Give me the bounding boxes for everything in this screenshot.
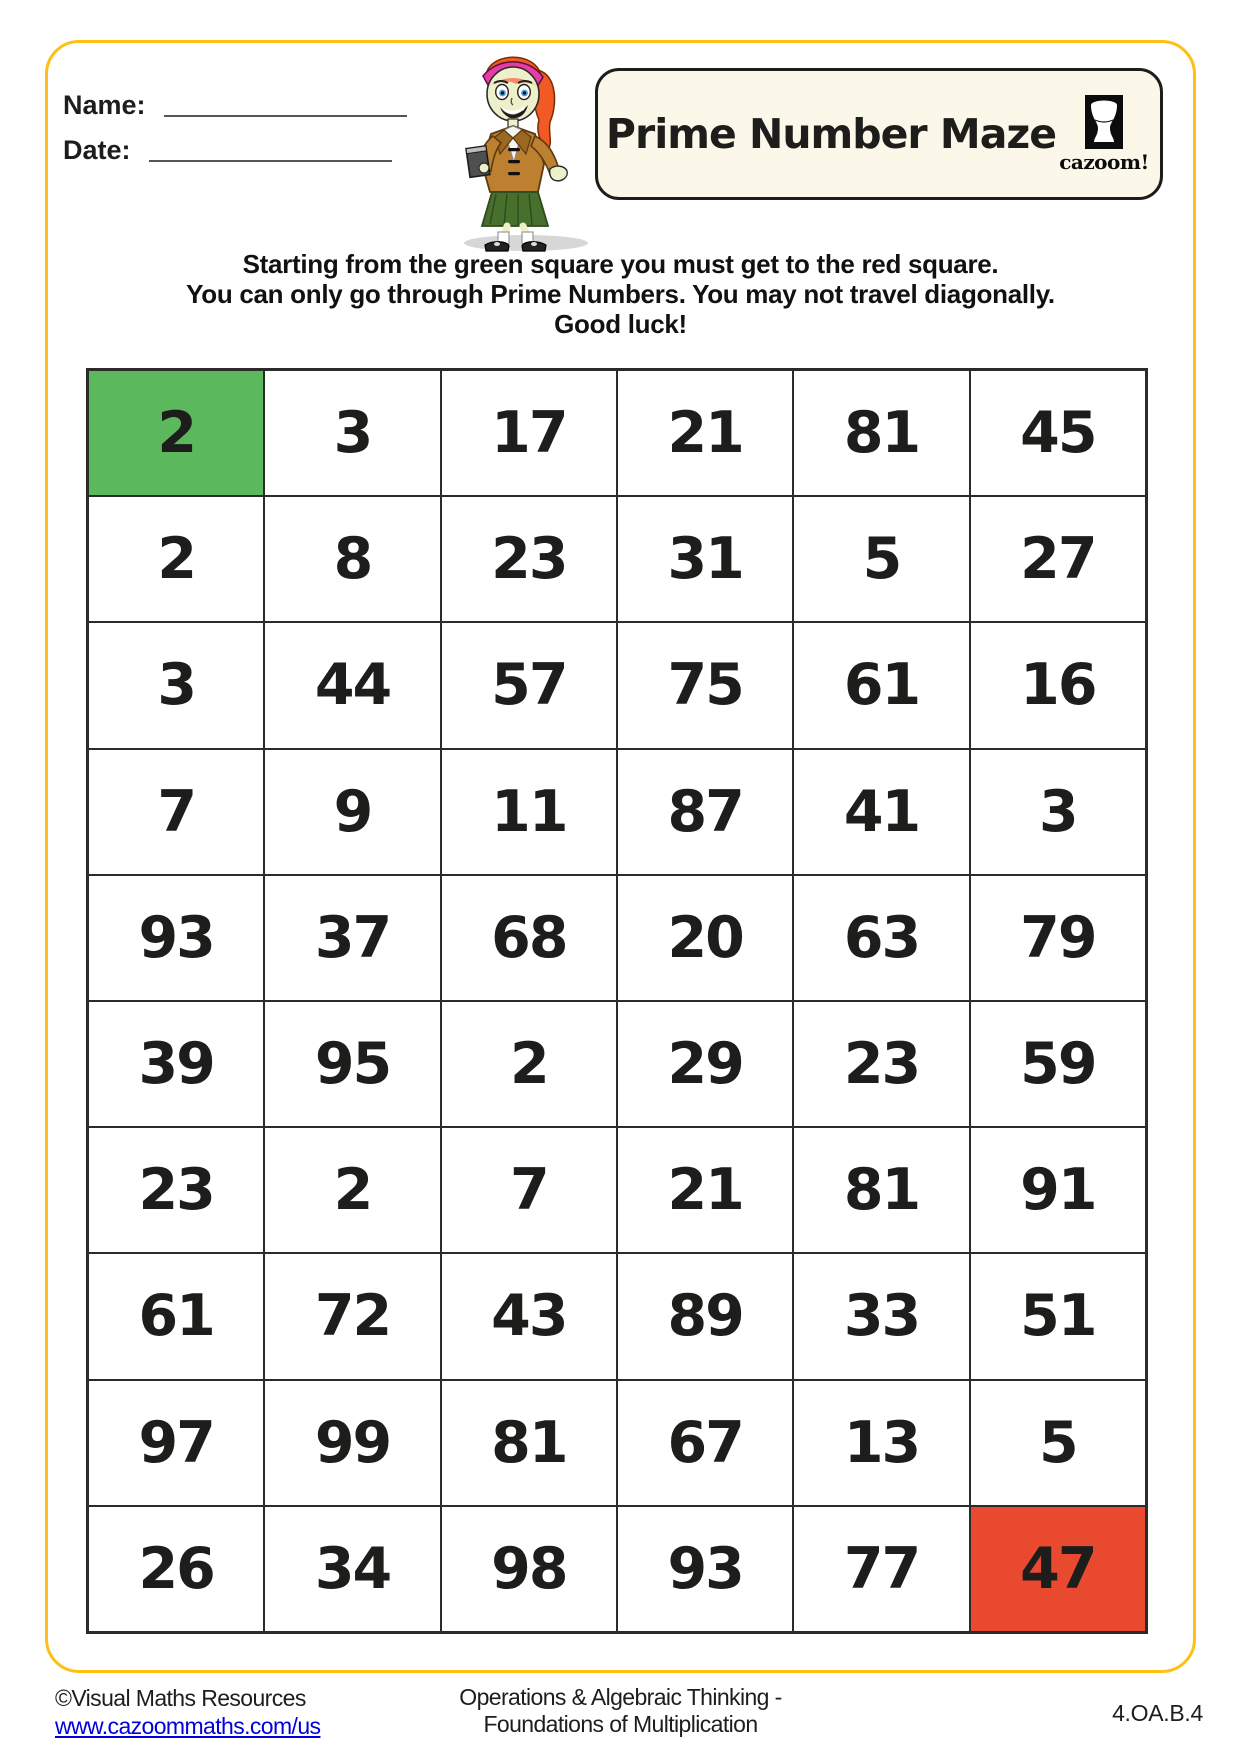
footer-topic-line-1: Operations & Algebraic Thinking -: [459, 1684, 782, 1710]
maze-cell-r3c2: 44: [264, 622, 440, 748]
instructions-line-3: Good luck!: [554, 309, 687, 339]
footer-topic-line-2: Foundations of Multiplication: [483, 1711, 758, 1737]
standard-code: 4.OA.B.4: [1112, 1700, 1203, 1726]
maze-cell-r6c1: 39: [88, 1001, 264, 1127]
maze-cell-r7c5: 81: [793, 1127, 969, 1253]
maze-cell-r10c2: 34: [264, 1506, 440, 1632]
date-line: [149, 160, 392, 162]
maze-cell-r3c4: 75: [617, 622, 793, 748]
maze-cell-r7c1: 23: [88, 1127, 264, 1253]
cazoom-logo: [1058, 95, 1150, 174]
maze-cell-r2c2: 8: [264, 496, 440, 622]
date-label: Date:: [63, 135, 131, 165]
maze-cell-r2c3: 23: [441, 496, 617, 622]
maze-cell-r8c6: 51: [970, 1253, 1146, 1379]
maze-cell-r5c6: 79: [970, 875, 1146, 1001]
schoolgirl-illustration: [450, 44, 598, 256]
maze-cell-r1c6: 45: [970, 370, 1146, 496]
maze-cell-r5c1: 93: [88, 875, 264, 1001]
maze-cell-r9c6: 5: [970, 1380, 1146, 1506]
title-box: [595, 68, 1163, 200]
maze-cell-r10c5: 77: [793, 1506, 969, 1632]
maze-cell-r4c1: 7: [88, 749, 264, 875]
maze-cell-r6c5: 23: [793, 1001, 969, 1127]
maze-grid: [86, 368, 1148, 1634]
maze-cell-r10c1: 26: [88, 1506, 264, 1632]
maze-cell-r4c2: 9: [264, 749, 440, 875]
maze-cell-r6c3: 2: [441, 1001, 617, 1127]
maze-cell-r4c5: 41: [793, 749, 969, 875]
maze-cell-r2c1: 2: [88, 496, 264, 622]
copyright-text: ©Visual Maths Resources: [55, 1685, 306, 1711]
page-title: Prime Number Maze: [605, 110, 1057, 158]
maze-cell-r1c2: 3: [264, 370, 440, 496]
maze-cell-r7c6: 91: [970, 1127, 1146, 1253]
maze-cell-r9c3: 81: [441, 1380, 617, 1506]
maze-cell-r9c4: 67: [617, 1380, 793, 1506]
maze-cell-r3c6: 16: [970, 622, 1146, 748]
cazoom-website-link[interactable]: www.cazoommaths.com/us: [55, 1713, 321, 1739]
maze-cell-r8c4: 89: [617, 1253, 793, 1379]
maze-cell-r8c2: 72: [264, 1253, 440, 1379]
maze-cell-r5c3: 68: [441, 875, 617, 1001]
maze-cell-r7c2: 2: [264, 1127, 440, 1253]
maze-cell-r6c4: 29: [617, 1001, 793, 1127]
maze-cell-r9c1: 97: [88, 1380, 264, 1506]
maze-cell-r5c4: 20: [617, 875, 793, 1001]
maze-cell-r8c5: 33: [793, 1253, 969, 1379]
maze-cell-r4c4: 87: [617, 749, 793, 875]
name-line: [164, 115, 407, 117]
maze-cell-r4c3: 11: [441, 749, 617, 875]
name-label: Name:: [63, 90, 146, 120]
maze-cell-r1c4: 21: [617, 370, 793, 496]
maze-cell-r2c6: 27: [970, 496, 1146, 622]
maze-cell-r8c1: 61: [88, 1253, 264, 1379]
maze-cell-r4c6: 3: [970, 749, 1146, 875]
maze-cell-r1c1: 2: [88, 370, 264, 496]
instructions-line-1: Starting from the green square you must get to the red square.: [242, 249, 999, 279]
maze-cell-r2c4: 31: [617, 496, 793, 622]
maze-cell-r1c3: 17: [441, 370, 617, 496]
footer-topic: [0, 1684, 1241, 1738]
maze-cell-r2c5: 5: [793, 496, 969, 622]
maze-cell-r10c4: 93: [617, 1506, 793, 1632]
maze-cell-r9c5: 13: [793, 1380, 969, 1506]
maze-cell-r6c2: 95: [264, 1001, 440, 1127]
instructions: [0, 249, 1241, 339]
maze-cell-r10c3: 98: [441, 1506, 617, 1632]
cazoom-goblet-icon: [1085, 95, 1123, 149]
maze-cell-r7c3: 7: [441, 1127, 617, 1253]
maze-cell-r10c6: 47: [970, 1506, 1146, 1632]
maze-cell-r3c3: 57: [441, 622, 617, 748]
cazoom-logo-text: cazoom!: [1059, 149, 1149, 174]
maze-cell-r8c3: 43: [441, 1253, 617, 1379]
maze-cell-r3c1: 3: [88, 622, 264, 748]
maze-cell-r3c5: 61: [793, 622, 969, 748]
instructions-line-2: You can only go through Prime Numbers. You may not travel diagonally.: [186, 279, 1055, 309]
maze-cell-r6c6: 59: [970, 1001, 1146, 1127]
maze-cell-r5c5: 63: [793, 875, 969, 1001]
maze-cell-r5c2: 37: [264, 875, 440, 1001]
maze-cell-r9c2: 99: [264, 1380, 440, 1506]
maze-cell-r1c5: 81: [793, 370, 969, 496]
maze-cell-r7c4: 21: [617, 1127, 793, 1253]
